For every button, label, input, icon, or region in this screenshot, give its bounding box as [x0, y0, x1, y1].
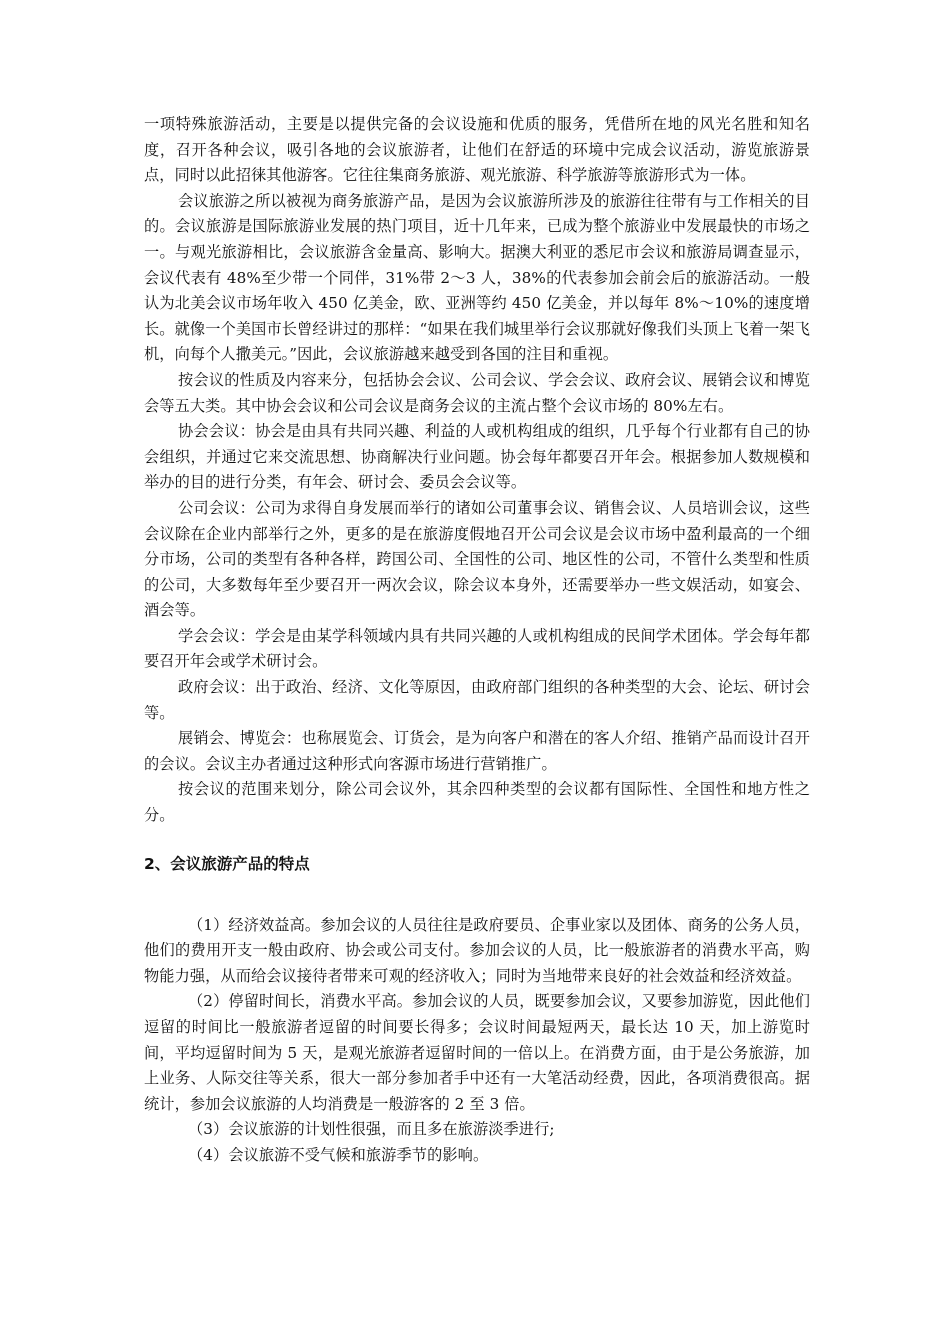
- feature-item-2: （2）停留时间长，消费水平高。参加会议的人员，既要参加会议，又要参加游览，因此他们逗留的时间比一般旅游者逗留的时间要长得多；会议时间最短两天，最长达 10 天，加上游览时间，平均逗留时间为 5 天，是观光旅游者逗留时间的一倍以上。在消费方面，由于是公务旅游，加上业务、人际交往等关系，很大一部分参加者手中还有一大笔活动经费，因此，各项消费很高。据统计，参加会议旅游的人均消费是一般游客的 2 至 3 倍。: [144, 992, 810, 1113]
- feature-item-4: （4）会议旅游不受气候和旅游季节的影响。: [188, 1145, 489, 1164]
- document-page: [144, 112, 810, 1169]
- paragraph-association-meetings: 协会会议：协会是由具有共同兴趣、利益的人或机构组成的组织，几乎每个行业都有自己的协会组织，并通过它来交流思想、协商解决行业问题。协会每年都要召开年会。根据参加人数规模和举办的目的进行分类，有年会、研讨会、委员会会议等。: [144, 422, 810, 492]
- paragraph-corporate-meetings: 公司会议：公司为求得自身发展而举行的诸如公司董事会议、销售会议、人员培训会议，这些会议除在企业内部举行之外，更多的是在旅游度假地召开公司会议是会议市场中盈利最高的一个细分市场，公司的类型有各种各样，跨国公司、全国性的公司、地区性的公司，不管什么类型和性质的公司，大多数每年至少要召开一两次会议，除会议本身外，还需要举办一些文娱活动，如宴会、酒会等。: [144, 498, 810, 620]
- feature-item-1: （1）经济效益高。参加会议的人员往往是政府要员、企事业家以及团体、商务的公务人员，他们的费用开支一般由政府、协会或公司支付。参加会议的人员，比一般旅游者的消费水平高，购物能力强，从而给会议接待者带来可观的经济收入；同时为当地带来良好的社会效益和经济效益。: [144, 915, 810, 985]
- paragraph-academic-meetings: 学会会议：学会是由某学科领域内具有共同兴趣的人或机构组成的民间学术团体。学会每年都要召开年会或学术研讨会。: [144, 626, 810, 671]
- paragraph-business-travel: 会议旅游之所以被视为商务旅游产品，是因为会议旅游所涉及的旅游往往带有与工作相关的目的。会议旅游是国际旅游业发展的热门项目，近十几年来，已成为整个旅游业中发展最快的市场之一。与观光旅游相比，会议旅游含金量高、影响大。据澳大利亚的悉尼市会议和旅游局调查显示，会议代表有 48%至少带一个同伴，31%带 2～3 人，38%的代表参加会前会后的旅游活动。一般认为北美会议市场年收入 450 亿美金，欧、亚洲等约 450 亿美金，并以每年 8%～10%的速度增长。就像一个美国市长曾经讲过的那样：“如果在我们城里举行会议那就好像我们头顶上飞着一架飞机，向每个人撒美元。”因此，会议旅游越来越受到各国的注目和重视。: [144, 191, 810, 364]
- paragraph-conference-types: 按会议的性质及内容来分，包括协会会议、公司会议、学会会议、政府会议、展销会议和博览会等五大类。其中协会会议和公司会议是商务会议的主流占整个会议市场的 80%左右。: [144, 370, 810, 415]
- paragraph-exhibitions: 展销会、博览会：也称展览会、订货会，是为向客户和潜在的客人介绍、推销产品而设计召开的会议。会议主办者通过这种形式向客源市场进行营销推广。: [144, 729, 810, 773]
- section-heading: 2、会议旅游产品的特点: [144, 854, 310, 873]
- feature-item-3: （3）会议旅游的计划性很强，而且多在旅游淡季进行;: [188, 1120, 555, 1139]
- paragraph-government-meetings: 政府会议：出于政治、经济、文化等原因，由政府部门组织的各种类型的大会、论坛、研讨会等。: [144, 678, 810, 722]
- paragraph-intro-continued: 一项特殊旅游活动，主要是以提供完备的会议设施和优质的服务，凭借所在地的风光名胜和知名度，召开各种会议，吸引各地的会议旅游者，让他们在舒适的环境中完成会议活动，游览旅游景点，同时以此招徕其他游客。它往往集商务旅游、观光旅游、科学旅游等旅游形式为一体。: [144, 115, 810, 185]
- paragraph-meeting-scope: 按会议的范围来划分，除公司会议外，其余四种类型的会议都有国际性、全国性和地方性之分。: [144, 780, 810, 825]
